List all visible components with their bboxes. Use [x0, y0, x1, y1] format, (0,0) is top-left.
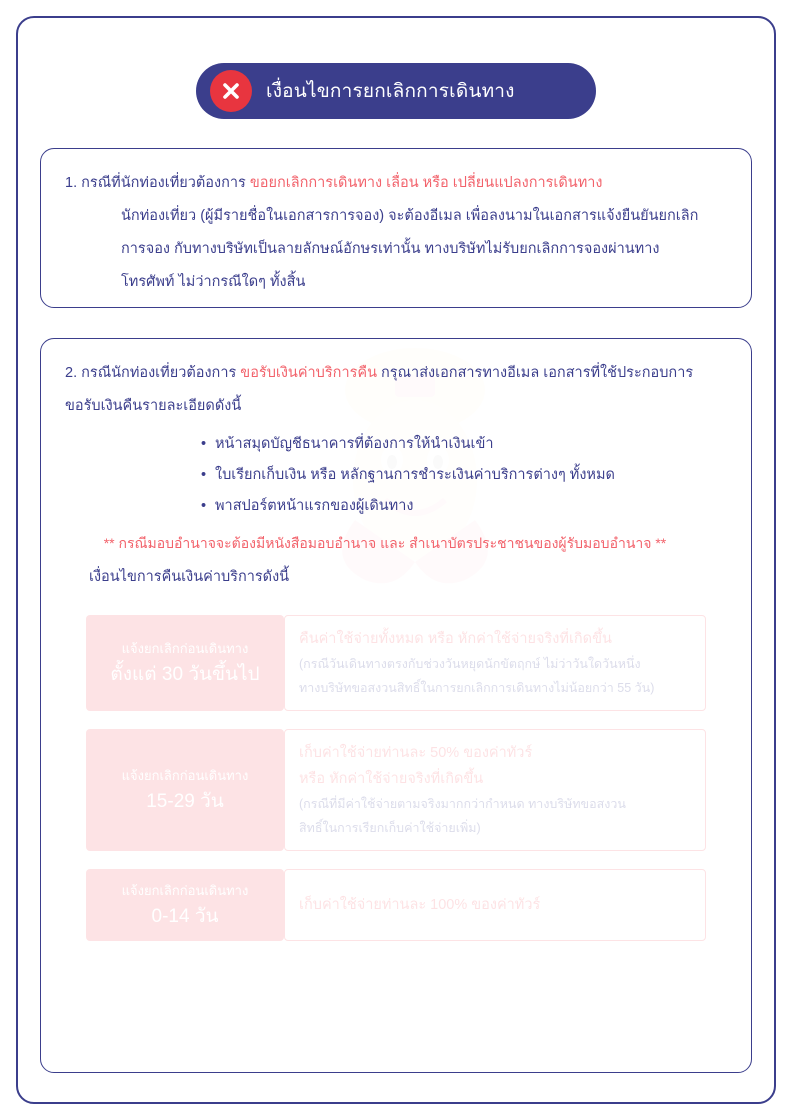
section1-heading-red: ขอยกเลิกการเดินทาง เลื่อน หรือ เปลี่ยนแปลงการเดินทาง — [249, 175, 603, 191]
section1-heading — [65, 167, 727, 200]
section2-heading-line2: ขอรับเงินคืนรายละเอียดดังนี้ — [65, 398, 242, 414]
list-item: • พาสปอร์ตหน้าแรกของผู้เดินทาง — [215, 491, 727, 522]
section1-body-line2: การจอง กับทางบริษัทเป็นลายลักษณ์อักษรเท่านั้น ทางบริษัทไม่รับยกเลิกการจองผ่านทาง — [121, 241, 660, 257]
section2-heading-navy2: กรุณาส่งเอกสารทางอีเมล เอกสารที่ใช้ประกอบการ — [377, 365, 694, 381]
section1-heading-navy: กรณีที่นักท่องเที่ยวต้องการ — [81, 175, 250, 191]
page-title: เงื่อนไขการยกเลิกการเดินทาง — [266, 81, 515, 102]
section1-body-line1: นักท่องเที่ยว (ผู้มีรายชื่อในเอกสารการจอง) จะต้องอีเมล เพื่อลงนามในเอกสารแจ้งยืนยันยกเลิก — [121, 208, 699, 224]
section2-number: 2. — [65, 365, 82, 381]
section-refund-request — [40, 338, 752, 1073]
section1-body-line3: โทรศัพท์ ไม่ว่ากรณีใดๆ ทั้งสิ้น — [121, 274, 306, 290]
section2-heading-red: ขอรับเงินค่าบริการคืน — [240, 365, 377, 381]
section2-heading — [65, 357, 727, 390]
power-of-attorney-note: ** กรณีมอบอำนาจจะต้องมีหนังสือมอบอำนาจ และ สำเนาบัตรประชาชนของผู้รับมอบอำนาจ ** — [103, 535, 667, 551]
x-circle-icon — [210, 70, 252, 112]
refund-conditions-heading: เงื่อนไขการคืนเงินค่าบริการดังนี้ — [89, 569, 290, 585]
section2-heading-navy: กรณีนักท่องเที่ยวต้องการ — [81, 365, 241, 381]
section1-number: 1. — [65, 175, 82, 191]
list-item: • ใบเรียกเก็บเงิน หรือ หลักฐานการชำระเงินค่าบริการต่างๆ ทั้งหมด — [215, 460, 727, 491]
section-cancellation-request — [40, 148, 752, 308]
header-banner — [196, 63, 596, 119]
refund-document-list — [65, 429, 727, 522]
list-item: • หน้าสมุดบัญชีธนาคารที่ต้องการให้นำเงินเข้า — [215, 429, 727, 460]
